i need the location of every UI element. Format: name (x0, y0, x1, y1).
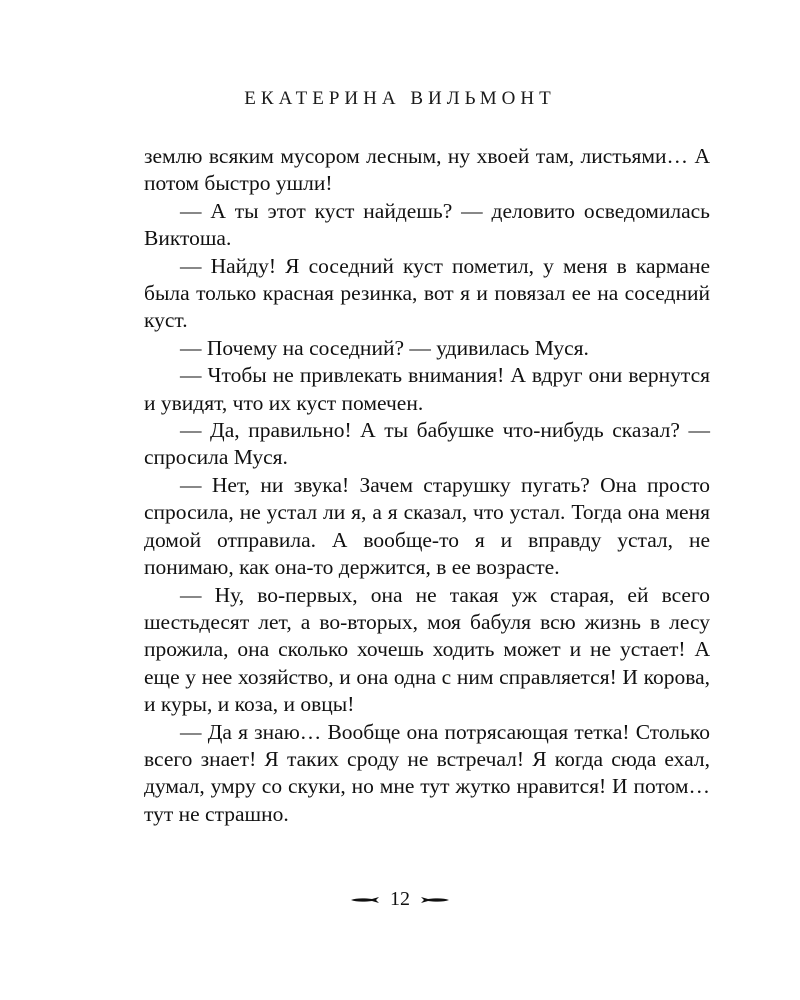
body-text (144, 143, 710, 828)
paragraph: — Да, правильно! А ты бабушке что-нибудь сказал? — спросила Муся. (144, 418, 710, 470)
paragraph: — Да я знаю… Вообще она потрясающая тетка! Столько всего знает! Я таких сроду не встречал! Я когда сюда ехал, думал, умру со скуки, но мне тут жутко нравится! И потом… тут не страшно. (144, 719, 710, 826)
paragraph: — А ты этот куст найдешь? — деловито осведомилась Виктоша. (144, 198, 710, 251)
paragraph: землю всяким мусором лесным, ну хвоей там, листьями… А потом быстро ушли! (144, 144, 710, 196)
paragraph: — Чтобы не привлекать внимания! А вдруг они вернутся и увидят, что их куст помечен. (144, 363, 710, 415)
page-number: 12 (390, 888, 410, 910)
page-footer (0, 888, 800, 911)
paragraph: — Найду! Я соседний куст пометил, у меня в кармане была только красная резинка, вот я и повязал ее на соседний куст. (144, 253, 710, 333)
right-ornament-icon (420, 893, 450, 907)
paragraph: — Ну, во-первых, она не такая уж старая, ей всего шестьдесят лет, а во-вторых, моя бабуля всю жизнь в лесу прожила, она сколько хочешь ходить может и не устает! А еще у нее хозяйство, и она одна с ним справляется! И корова, и куры, и коза, и овцы! (144, 582, 710, 717)
left-ornament-icon (350, 893, 380, 907)
running-header-author: ЕКАТЕРИНА ВИЛЬМОНТ (244, 88, 556, 109)
paragraph: — Нет, ни звука! Зачем старушку пугать? Она просто спросила, не устал ли я, а я сказал, что устал. Тогда она меня домой отправила. А вообще-то я и вправду устал, не понимаю, как она-то держится, в ее возрасте. (144, 472, 710, 580)
paragraph: — Почему на соседний? — удивилась Муся. (180, 335, 589, 360)
